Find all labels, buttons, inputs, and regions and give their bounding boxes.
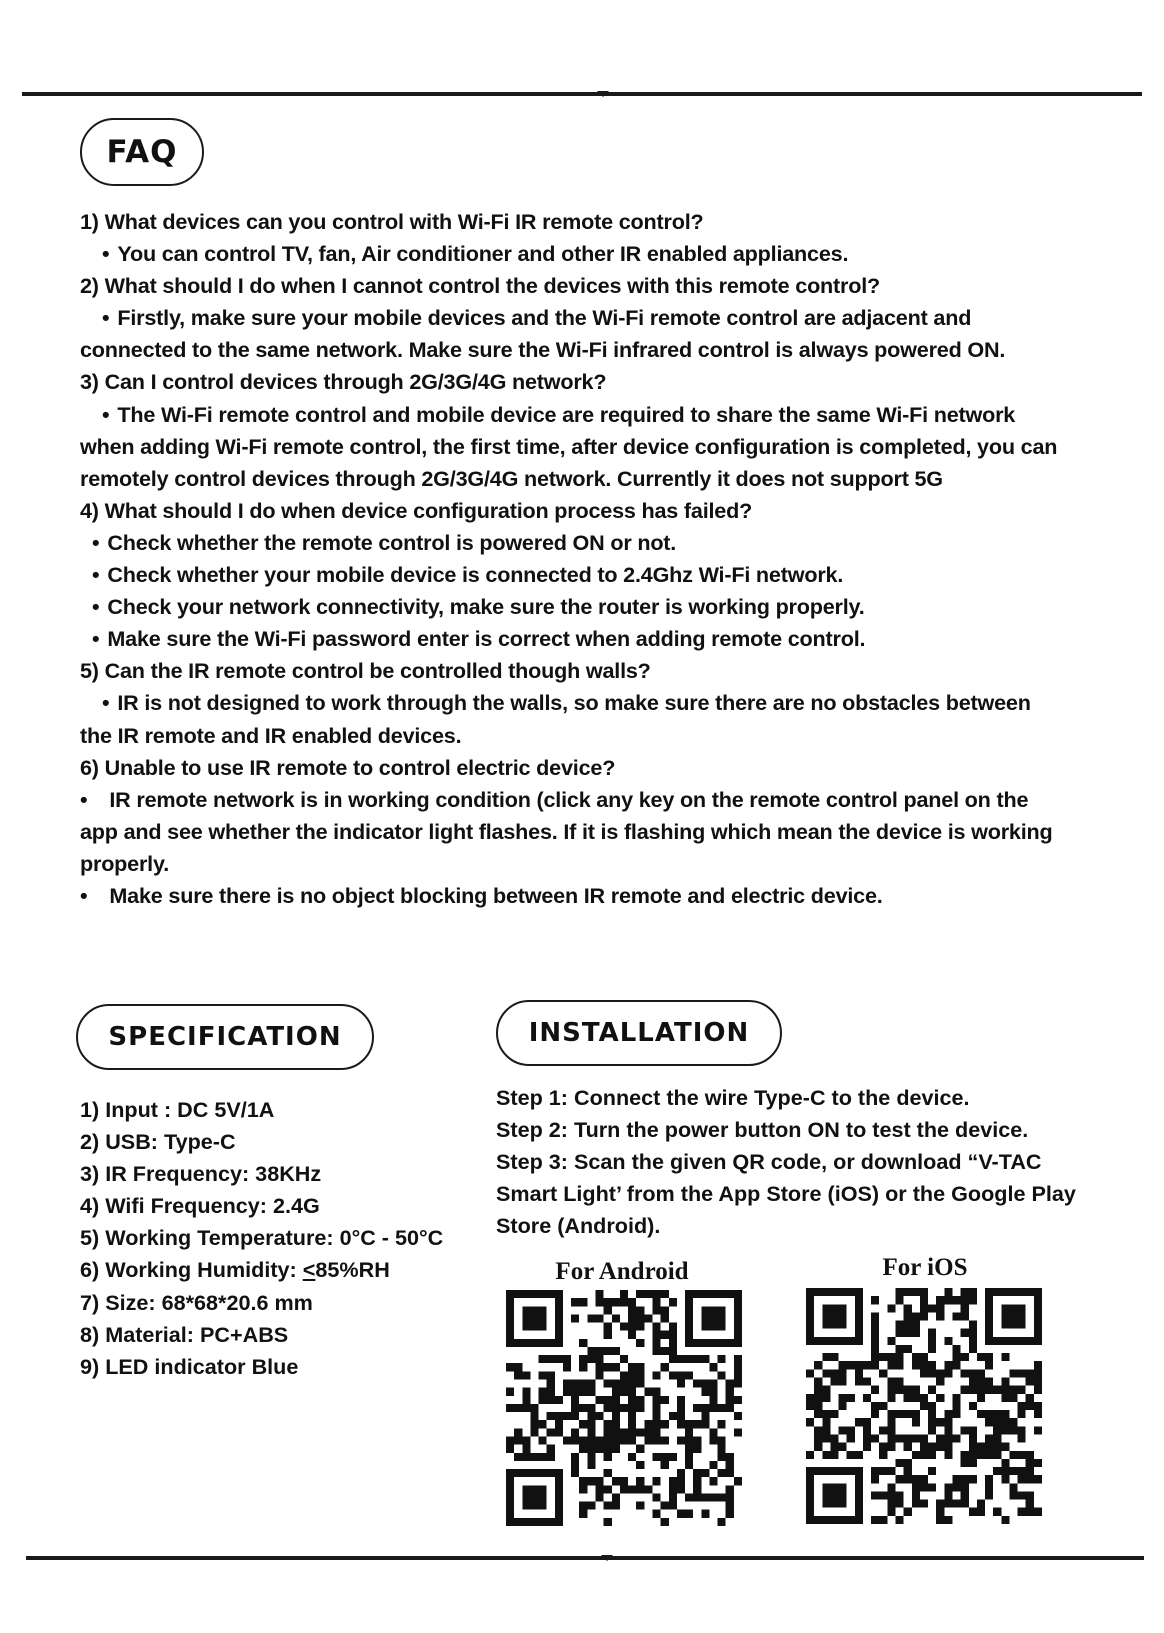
faq-answer-line: connected to the same network. Make sure the Wi-Fi infrared control is always powered ON.: [80, 337, 1006, 363]
faq-answer-line: • IR remote network is in working condition (click any key on the remote control panel on the: [80, 784, 1120, 816]
bullet-icon: •: [102, 401, 110, 427]
specification-list: [80, 1094, 480, 1383]
top-divider: [22, 92, 1142, 96]
spec-item: 1) Input : DC 5V/1A: [80, 1097, 275, 1122]
qr-code-android-icon[interactable]: [506, 1290, 742, 1526]
installation-step: Step 3: Scan the given QR code, or download “V-TAC: [496, 1149, 1042, 1175]
faq-list: [80, 206, 1120, 912]
spec-item: 3) IR Frequency: 38KHz: [80, 1161, 322, 1187]
faq-answer-line: app and see whether the indicator light flashes. If it is flashing which mean the device is working: [80, 818, 1053, 844]
spec-item: 5) Working Temperature: 0°C - 50°C: [80, 1225, 444, 1251]
faq-answer-line: • Check whether the remote control is powered ON or not.: [80, 527, 1120, 559]
faq-question: 1) What devices can you control with Wi-Fi IR remote control?: [80, 209, 704, 234]
qr-code-ios-icon[interactable]: [806, 1288, 1042, 1524]
spec-item: 2) USB: Type-C: [80, 1129, 236, 1155]
bottom-divider: [26, 1556, 1144, 1560]
bullet-icon: •: [102, 305, 110, 331]
bullet-icon: •: [92, 626, 100, 652]
spec-item: 7) Size: 68*68*20.6 mm: [80, 1289, 313, 1315]
faq-question: 2) What should I do when I cannot control the devices with this remote control?: [80, 273, 881, 299]
installation-step: Store (Android).: [496, 1213, 661, 1239]
faq-question: 3) Can I control devices through 2G/3G/4G network?: [80, 369, 607, 395]
faq-answer-line: the IR remote and IR enabled devices.: [80, 722, 462, 748]
spec-item: 4) Wifi Frequency: 2.4G: [80, 1193, 320, 1219]
bullet-icon: •: [102, 690, 110, 716]
bullet-icon: •: [92, 562, 100, 588]
faq-heading: FAQ: [80, 118, 204, 186]
installation-step: Smart Light’ from the App Store (iOS) or the Google Play: [496, 1181, 1076, 1207]
faq-answer-line: • The Wi-Fi remote control and mobile device are required to share the same Wi-Fi network: [80, 399, 1120, 431]
faq-question: 5) Can the IR remote control be controlled though walls?: [80, 658, 651, 684]
faq-answer-line: • Make sure the Wi-Fi password enter is correct when adding remote control.: [80, 623, 1120, 655]
faq-answer-line: • Make sure there is no object blocking between IR remote and electric device.: [80, 880, 1120, 912]
faq-answer-line: • You can control TV, fan, Air conditioner and other IR enabled appliances.: [80, 238, 1120, 270]
specification-heading: SPECIFICATION: [76, 1004, 374, 1070]
bullet-icon: •: [92, 594, 100, 620]
faq-question: 4) What should I do when device configuration process has failed?: [80, 497, 753, 523]
faq-answer-line: when adding Wi-Fi remote control, the first time, after device configuration is completed, you can: [80, 433, 1058, 459]
spec-item-humidity: 6) Working Humidity: <85%RH: [80, 1257, 390, 1283]
faq-answer-line: • Firstly, make sure your mobile devices and the Wi-Fi remote control are adjacent and: [80, 302, 1120, 334]
faq-answer-line: remotely control devices through 2G/3G/4G network. Currently it does not support 5G: [80, 465, 943, 491]
installation-step: Step 2: Turn the power button ON to test the device.: [496, 1117, 1029, 1143]
faq-question: 6) Unable to use IR remote to control electric device?: [80, 754, 616, 780]
installation-step: Step 1: Connect the wire Type-C to the device.: [496, 1085, 970, 1110]
bullet-icon: •: [80, 786, 88, 812]
spec-item: 8) Material: PC+ABS: [80, 1321, 289, 1347]
installation-heading: INSTALLATION: [496, 1000, 782, 1066]
bullet-icon: •: [80, 882, 88, 908]
installation-steps: [496, 1082, 1116, 1242]
faq-answer-line: properly.: [80, 850, 169, 876]
faq-answer-line: • IR is not designed to work through the walls, so make sure there are no obstacles between: [80, 687, 1120, 719]
qr-ios-label: For iOS: [882, 1254, 968, 1281]
bullet-icon: •: [102, 241, 110, 267]
faq-answer-line: • Check whether your mobile device is connected to 2.4Ghz Wi-Fi network.: [80, 559, 1120, 591]
bullet-icon: •: [92, 529, 100, 555]
spec-item: 9) LED indicator Blue: [80, 1353, 299, 1379]
qr-android-label: For Android: [555, 1258, 689, 1285]
faq-answer-line: • Check your network connectivity, make sure the router is working properly.: [80, 591, 1120, 623]
